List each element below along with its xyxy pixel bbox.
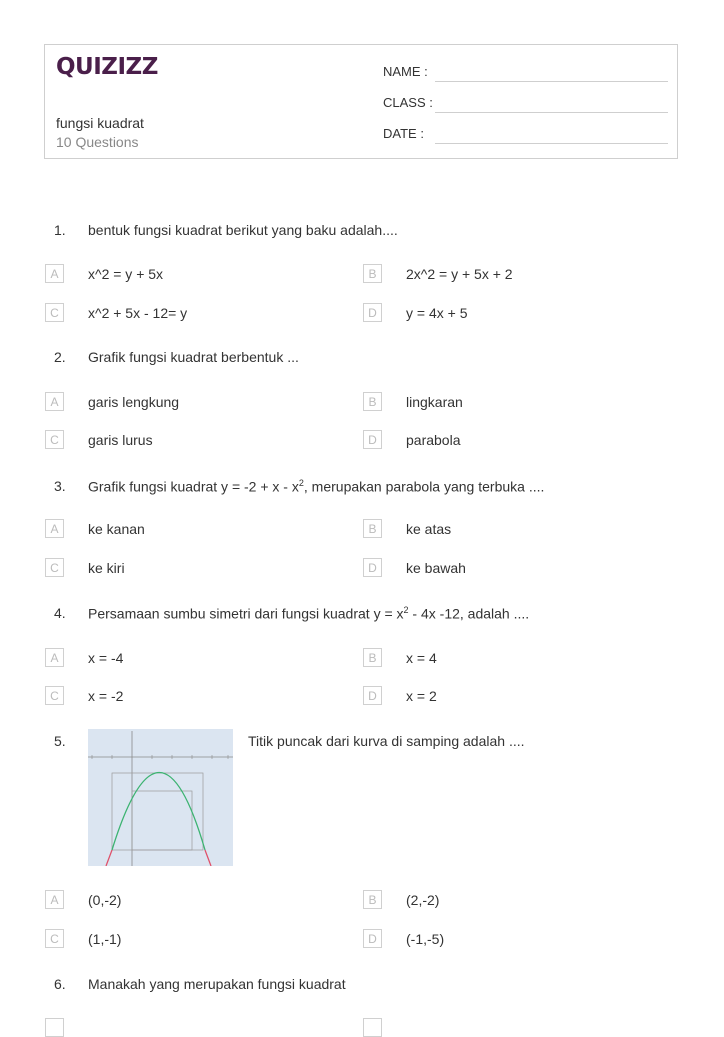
q3-option-a-box: A bbox=[45, 519, 64, 538]
q4-option-d-box: D bbox=[363, 686, 382, 705]
question-count: 10 Questions bbox=[56, 134, 139, 150]
q2-option-b-box: B bbox=[363, 392, 382, 411]
question-3-text bbox=[88, 478, 544, 495]
q3-option-b-text: ke atas bbox=[406, 521, 452, 537]
q4-option-b-text: x = 4 bbox=[406, 650, 437, 666]
q4-text-pre: Persamaan sumbu simetri dari fungsi kuadrat y = x bbox=[88, 605, 404, 622]
q5-option-d-box: D bbox=[363, 929, 382, 948]
q3-option-c-box: C bbox=[45, 558, 64, 577]
q1-option-c-box: C bbox=[45, 303, 64, 322]
q2-option-d-text: parabola bbox=[406, 432, 461, 448]
name-line bbox=[435, 81, 668, 82]
question-2-number: 2. bbox=[54, 349, 66, 365]
q1-option-c-text: x^2 + 5x - 12= y bbox=[88, 305, 188, 321]
q2-option-c-text: garis lurus bbox=[88, 432, 153, 448]
q3-option-b-box: B bbox=[363, 519, 382, 538]
q2-option-c-box: C bbox=[45, 430, 64, 449]
q1-option-a-box: A bbox=[45, 264, 64, 283]
q4-option-b-box: B bbox=[363, 648, 382, 667]
q3-exponent: 2 bbox=[298, 478, 304, 488]
q4-option-a-box: A bbox=[45, 648, 64, 667]
q6-option-a-box-partial bbox=[45, 1018, 64, 1037]
q4-option-d-text: x = 2 bbox=[406, 688, 437, 704]
question-6-number: 6. bbox=[54, 976, 66, 992]
q4-option-a-text: x = -4 bbox=[88, 650, 124, 666]
q3-option-a-text: ke kanan bbox=[88, 521, 145, 537]
parabola-graph-image bbox=[88, 729, 233, 866]
question-5-number: 5. bbox=[54, 733, 66, 749]
question-4-number: 4. bbox=[54, 605, 66, 621]
question-3-number: 3. bbox=[54, 478, 66, 494]
q1-option-d-box: D bbox=[363, 303, 382, 322]
q4-text-post: - 4x -12, adalah .... bbox=[408, 605, 530, 622]
question-5-text: Titik puncak dari kurva di samping adalah .... bbox=[248, 733, 525, 749]
q5-option-c-box: C bbox=[45, 929, 64, 948]
date-line bbox=[435, 143, 668, 144]
q5-option-a-text: (0,-2) bbox=[88, 892, 122, 908]
q1-option-d-text: y = 4x + 5 bbox=[406, 305, 468, 321]
q3-text-pre: Grafik fungsi kuadrat y = -2 + x - x bbox=[88, 478, 299, 495]
question-4-text bbox=[88, 605, 529, 622]
q2-option-a-box: A bbox=[45, 392, 64, 411]
q1-option-a-text: x^2 = y + 5x bbox=[88, 266, 164, 282]
worksheet-title: fungsi kuadrat bbox=[56, 115, 144, 131]
class-label: CLASS : bbox=[383, 95, 433, 110]
question-1-text: bentuk fungsi kuadrat berikut yang baku adalah.... bbox=[88, 222, 398, 238]
q2-option-d-box: D bbox=[363, 430, 382, 449]
graph-background bbox=[88, 729, 233, 866]
q5-option-c-text: (1,-1) bbox=[88, 931, 122, 947]
q5-option-b-box: B bbox=[363, 890, 382, 909]
q3-option-d-box: D bbox=[363, 558, 382, 577]
question-1-number: 1. bbox=[54, 222, 66, 238]
question-6-text: Manakah yang merupakan fungsi kuadrat bbox=[88, 976, 346, 992]
date-label: DATE : bbox=[383, 126, 424, 141]
q6-option-b-box-partial bbox=[363, 1018, 382, 1037]
q4-option-c-box: C bbox=[45, 686, 64, 705]
q4-option-c-text: x = -2 bbox=[88, 688, 124, 704]
q5-option-b-text: (2,-2) bbox=[406, 892, 440, 908]
q5-option-a-box: A bbox=[45, 890, 64, 909]
q2-option-a-text: garis lengkung bbox=[88, 394, 180, 410]
q1-option-b-text: 2x^2 = y + 5x + 2 bbox=[406, 266, 513, 282]
quizizz-logo: QUIZIZZ bbox=[56, 54, 158, 80]
q1-option-b-box: B bbox=[363, 264, 382, 283]
q4-exponent: 2 bbox=[403, 605, 409, 615]
q3-option-c-text: ke kiri bbox=[88, 560, 125, 576]
class-line bbox=[435, 112, 668, 113]
q3-option-d-text: ke bawah bbox=[406, 560, 466, 576]
q2-option-b-text: lingkaran bbox=[406, 394, 463, 410]
q5-option-d-text: (-1,-5) bbox=[406, 931, 445, 947]
q3-text-post: , merupakan parabola yang terbuka .... bbox=[303, 478, 545, 495]
name-label: NAME : bbox=[383, 64, 428, 79]
question-2-text: Grafik fungsi kuadrat berbentuk ... bbox=[88, 349, 299, 365]
worksheet-header bbox=[44, 44, 678, 159]
